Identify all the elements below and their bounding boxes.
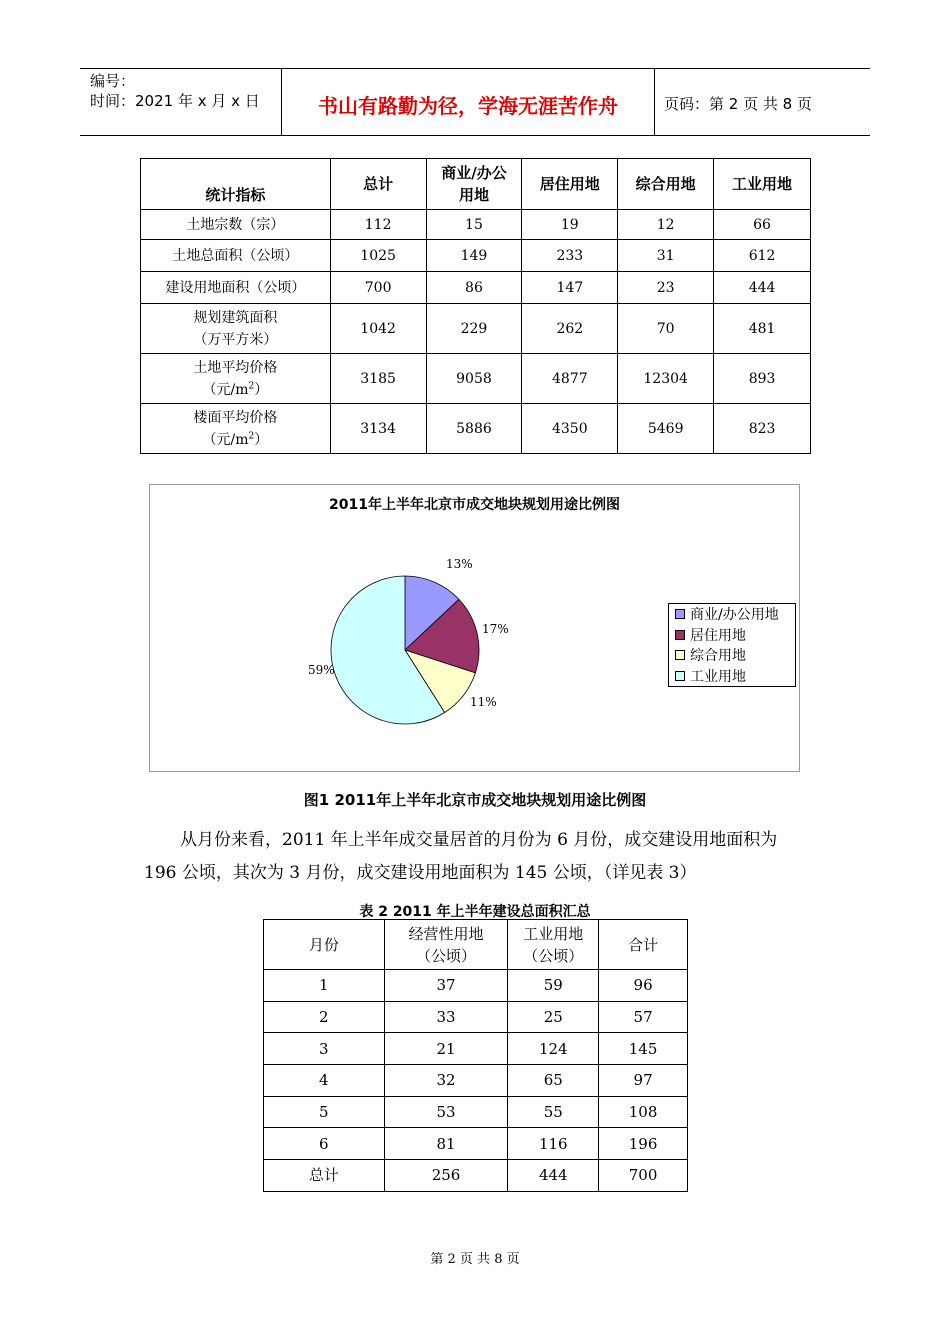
table-row xyxy=(264,1001,688,1033)
legend-item xyxy=(675,605,779,625)
header-bottom-rule xyxy=(80,135,870,136)
row-label-cell: 楼面平均价格 （元$/m^2$） xyxy=(141,404,331,454)
table-header-cell: 月份 xyxy=(264,920,385,970)
table-cell: 1 xyxy=(264,970,385,1002)
table-cell: 5886 xyxy=(426,404,522,454)
table-row xyxy=(264,1096,688,1128)
table-cell: 70 xyxy=(618,304,714,354)
table-cell: 25 xyxy=(508,1001,599,1033)
page-footer: 第 2 页 共 8 页 xyxy=(430,1252,520,1267)
table-cell: 55 xyxy=(508,1096,599,1128)
legend-label: 工业用地 xyxy=(690,668,746,685)
header-top-rule xyxy=(80,68,870,69)
table-cell: 19 xyxy=(522,210,618,240)
statistics-table xyxy=(140,158,811,454)
document-date-label: 时间：2021 年 x 月 x 日 xyxy=(90,92,260,110)
table-row xyxy=(264,1160,688,1192)
table-cell: 53 xyxy=(384,1096,508,1128)
table-row xyxy=(141,210,811,240)
table-cell: 145 xyxy=(599,1033,688,1065)
body-paragraph: 从月份来看，2011 年上半年成交量居首的月份为 6 月份，成交建设用地面积为 196 公顷，其次为 3 月份，成交建设用地面积为 145 公顷，（详见表 3） xyxy=(144,830,778,883)
row-label-cell: 规划建筑面积 （万平方米） xyxy=(141,304,331,354)
table-cell: 229 xyxy=(426,304,522,354)
table-cell: 823 xyxy=(714,404,811,454)
row-label-cell: 土地宗数（宗） xyxy=(141,210,331,240)
table-row xyxy=(141,404,811,454)
table-cell: 147 xyxy=(522,272,618,304)
table-cell: 9058 xyxy=(426,354,522,404)
table-cell: 59 xyxy=(508,970,599,1002)
figure-caption: 图1 2011年上半年北京市成交地块规划用途比例图 xyxy=(303,791,647,809)
table-header-cell: 商业/办公 用地 xyxy=(426,159,522,210)
page-number-label: 页码：第 2 页 共 8 页 xyxy=(664,95,812,113)
row-label-cell: 土地总面积（公顷） xyxy=(141,240,331,272)
document-number-label: 编号： xyxy=(90,72,136,90)
table-cell: 86 xyxy=(426,272,522,304)
table-cell: 3185 xyxy=(330,354,426,404)
unit-superscript: 2 xyxy=(248,380,255,391)
table-cell: 4350 xyxy=(522,404,618,454)
table-cell: 1025 xyxy=(330,240,426,272)
table-cell: 4 xyxy=(264,1065,385,1097)
header-divider xyxy=(654,68,655,136)
table-header-cell: 统计指标 xyxy=(141,159,331,210)
table-cell: 256 xyxy=(384,1160,508,1192)
table-cell: 444 xyxy=(714,272,811,304)
table-header-cell: 居住用地 xyxy=(522,159,618,210)
row-label-cell: 土地平均价格 （元$/m^2$） xyxy=(141,354,331,404)
table-row xyxy=(264,970,688,1002)
table-cell: 12 xyxy=(618,210,714,240)
row-label-cell: 建设用地面积（公顷） xyxy=(141,272,331,304)
table-cell: 2 xyxy=(264,1001,385,1033)
table-cell: 124 xyxy=(508,1033,599,1065)
table-header-cell: 工业用地 （公顷） xyxy=(508,920,599,970)
pie-slice-label: 11% xyxy=(470,695,497,709)
table-cell: 149 xyxy=(426,240,522,272)
table-row xyxy=(264,1033,688,1065)
legend-swatch xyxy=(675,609,685,619)
table-header-cell: 工业用地 xyxy=(714,159,811,210)
pie-slice-label: 13% xyxy=(446,557,473,571)
table-header-cell: 经营性用地 （公顷） xyxy=(384,920,508,970)
table-cell: 108 xyxy=(599,1096,688,1128)
table-header-cell: 总计 xyxy=(330,159,426,210)
table-cell: 262 xyxy=(522,304,618,354)
table-cell: 893 xyxy=(714,354,811,404)
chart-title: 2011年上半年北京市成交地块规划用途比例图 xyxy=(329,497,620,513)
table-cell: 3 xyxy=(264,1033,385,1065)
pie-slice-label: 17% xyxy=(482,622,509,636)
table-cell: 31 xyxy=(618,240,714,272)
legend-item xyxy=(675,667,746,687)
table-row xyxy=(264,1128,688,1160)
legend-label: 居住用地 xyxy=(690,627,746,644)
table-row xyxy=(141,354,811,404)
monthly-area-table xyxy=(263,919,688,1192)
table-cell: 97 xyxy=(599,1065,688,1097)
table-cell: 196 xyxy=(599,1128,688,1160)
legend-label: 商业/办公用地 xyxy=(690,607,779,623)
table-cell: 32 xyxy=(384,1065,508,1097)
legend-swatch xyxy=(675,671,685,681)
legend-item xyxy=(675,646,746,666)
table-cell: 96 xyxy=(599,970,688,1002)
table-cell: 65 xyxy=(508,1065,599,1097)
table-header-cell: 合计 xyxy=(599,920,688,970)
table-cell: 233 xyxy=(522,240,618,272)
table-cell: 700 xyxy=(599,1160,688,1192)
table-cell: 37 xyxy=(384,970,508,1002)
table-cell: 612 xyxy=(714,240,811,272)
pie-slice-label: 59% xyxy=(308,663,335,677)
table2-caption: 表 2 2011 年上半年建设总面积汇总 xyxy=(359,904,591,920)
table-cell: 23 xyxy=(618,272,714,304)
legend-label: 综合用地 xyxy=(690,648,746,664)
table-header-cell: 综合用地 xyxy=(618,159,714,210)
table-cell: 5469 xyxy=(618,404,714,454)
table-cell: 21 xyxy=(384,1033,508,1065)
legend-swatch xyxy=(675,630,685,640)
table-cell: 总计 xyxy=(264,1160,385,1192)
table-cell: 5 xyxy=(264,1096,385,1128)
table-row xyxy=(141,272,811,304)
table-cell: 444 xyxy=(508,1160,599,1192)
chart-legend xyxy=(668,603,796,687)
table-cell: 481 xyxy=(714,304,811,354)
table-cell: 57 xyxy=(599,1001,688,1033)
table-cell: 3134 xyxy=(330,404,426,454)
table-cell: 33 xyxy=(384,1001,508,1033)
table-cell: 4877 xyxy=(522,354,618,404)
table-cell: 15 xyxy=(426,210,522,240)
table-cell: 66 xyxy=(714,210,811,240)
unit-superscript: 2 xyxy=(248,430,255,441)
table-row xyxy=(264,1065,688,1097)
legend-item xyxy=(675,626,746,646)
legend-swatch xyxy=(675,650,685,660)
table-cell: 1042 xyxy=(330,304,426,354)
table-cell: 81 xyxy=(384,1128,508,1160)
table-cell: 116 xyxy=(508,1128,599,1160)
table-cell: 112 xyxy=(330,210,426,240)
table-cell: 700 xyxy=(330,272,426,304)
table-cell: 6 xyxy=(264,1128,385,1160)
table-cell: 12304 xyxy=(618,354,714,404)
table-row xyxy=(141,304,811,354)
table-row xyxy=(141,240,811,272)
header-motto: 书山有路勤为径，学海无涯苦作舟 xyxy=(318,94,618,118)
